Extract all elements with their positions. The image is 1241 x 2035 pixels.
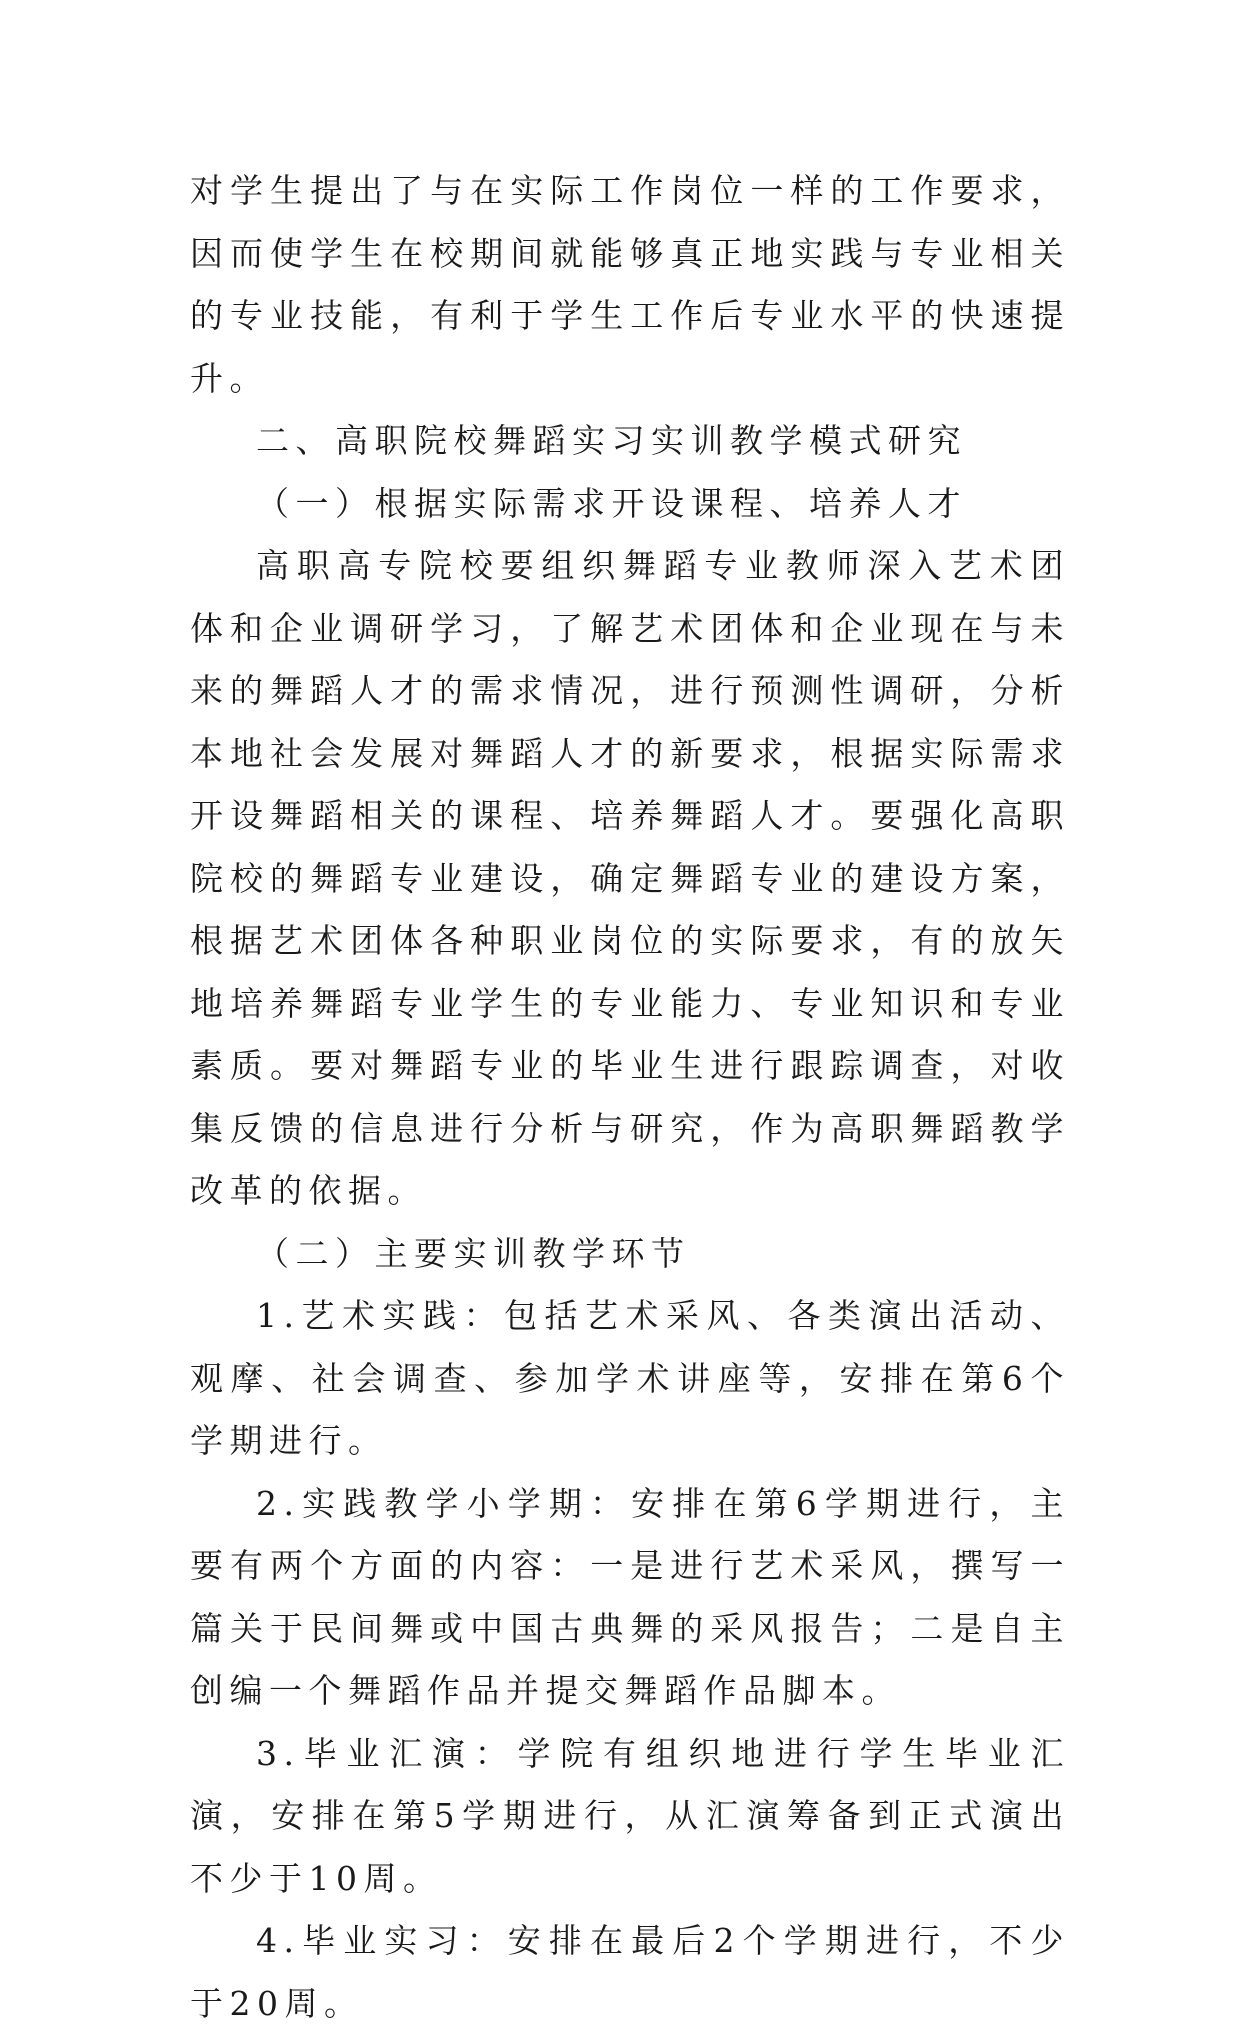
list-item-art-practice: 1.艺术实践：包括艺术采风、各类演出活动、观摩、社会调查、参加学术讲座等，安排在第6个学期进行。: [190, 1296, 1070, 1460]
list-item-internship: 4.毕业实习：安排在最后2个学期进行，不少于20周。: [190, 1921, 1070, 2023]
subsection-heading: （二）主要实训教学环节: [256, 1233, 691, 1273]
paragraph-continuation: 对学生提出了与在实际工作岗位一样的工作要求，因而使学生在校期间就能够真正地实践与专业相关的专业技能，有利于学生工作后专业水平的快速提升。: [190, 171, 1070, 398]
list-item-graduation-show: 3.毕业汇演：学院有组织地进行学生毕业汇演，安排在第5学期进行，从汇演筹备到正式演出不少于10周。: [190, 1733, 1070, 1898]
section-heading: 二、高职院校舞蹈实习实训教学模式研究: [256, 421, 967, 460]
paragraph-body: 高职高专院校要组织舞蹈专业教师深入艺术团体和企业调研学习，了解艺术团体和企业现在与未来的舞蹈人才的需求情况，进行预测性调研，分析本地社会发展对舞蹈人才的新要求，根据实际需求开设舞蹈相关的课程、培养舞蹈人才。要强化高职院校的舞蹈专业建设，确定舞蹈专业的建设方案，根据艺术团体各种职业岗位的实际要求，有的放矢地培养舞蹈专业学生的专业能力、专业知识和专业素质。要对舞蹈专业的毕业生进行跟踪调查，对收集反馈的信息进行分析与研究，作为高职舞蹈教学改革的依据。: [190, 546, 1070, 1210]
list-item-short-term: 2.实践教学小学期：安排在第6学期进行，主要有两个方面的内容：一是进行艺术采风，撰写一篇关于民间舞或中国古典舞的采风报告；二是自主创编一个舞蹈作品并提交舞蹈作品脚本。: [190, 1483, 1070, 1710]
subsection-heading: （一）根据实际需求开设课程、培养人才: [256, 483, 967, 523]
